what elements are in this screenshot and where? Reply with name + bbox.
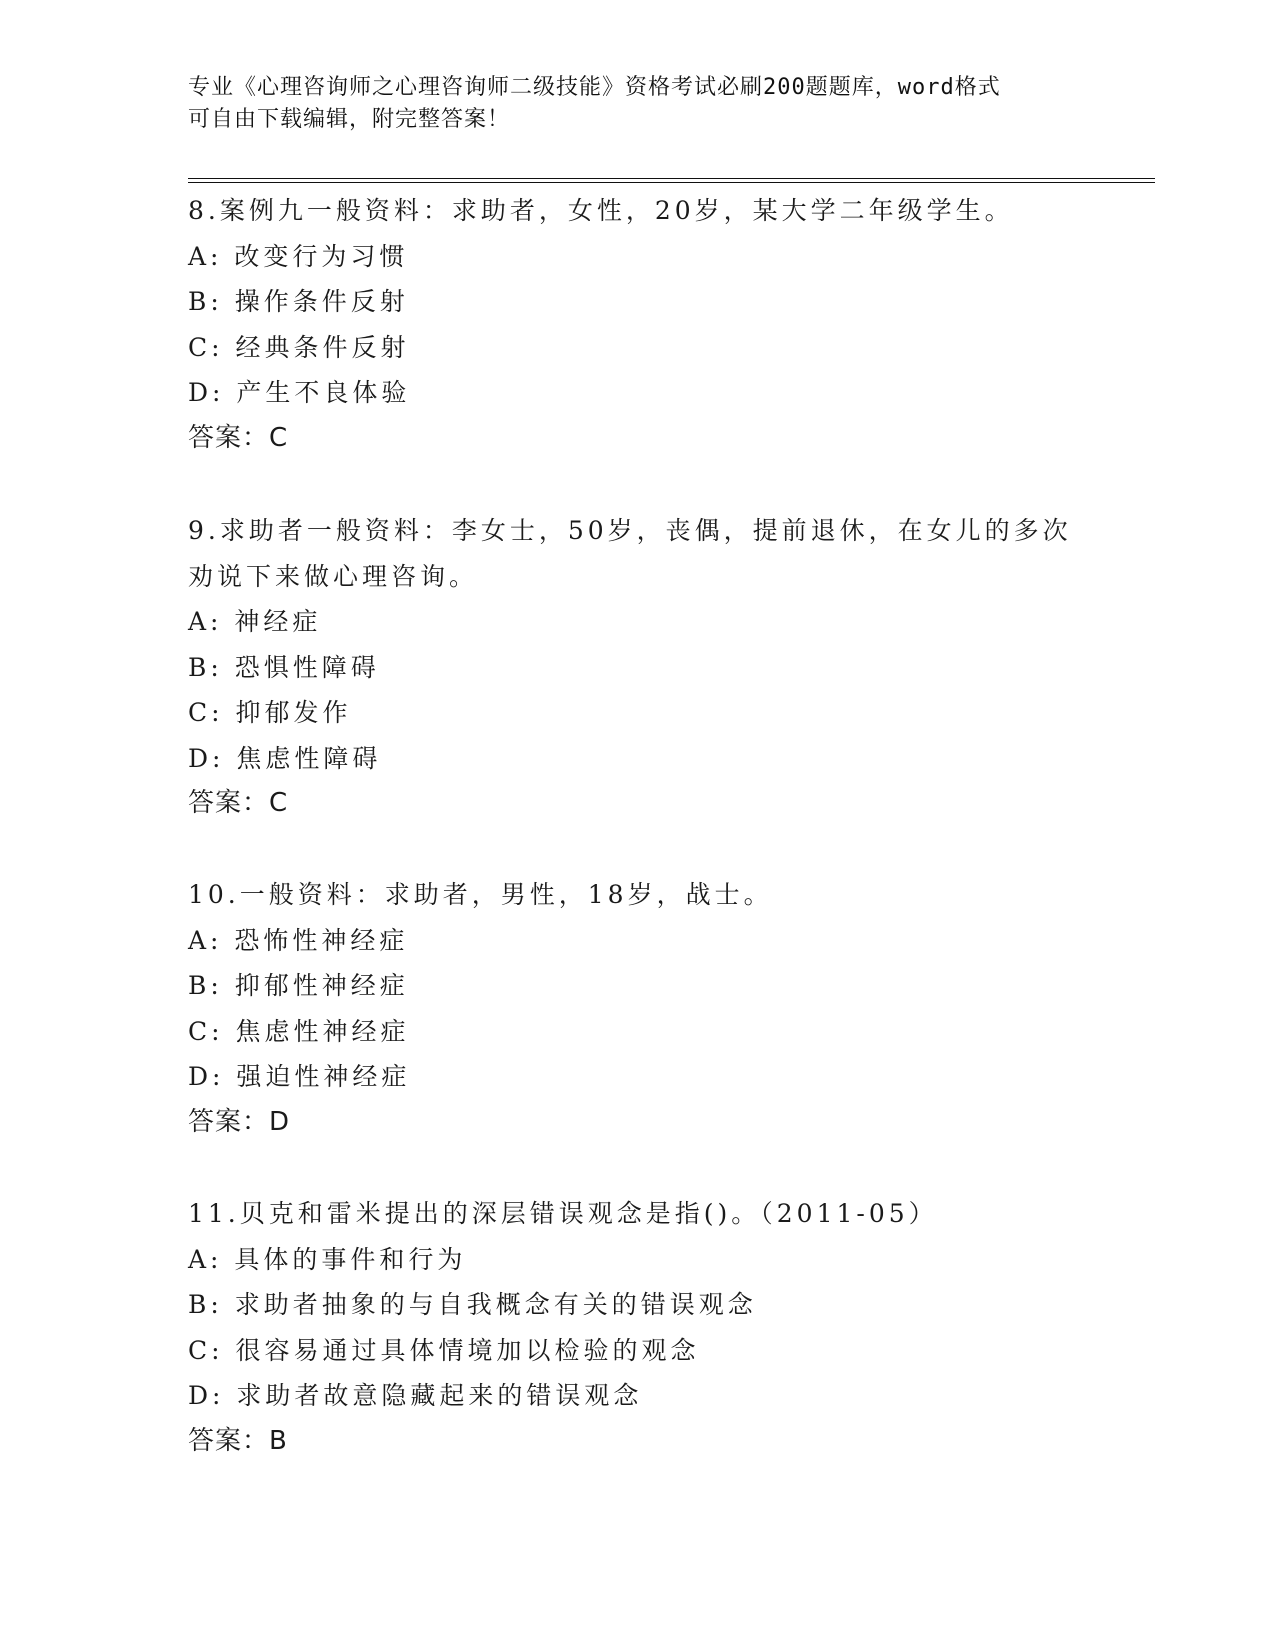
option-a: A: 改变行为习惯 (188, 241, 409, 271)
option-b: B: 抑郁性神经症 (188, 971, 409, 1000)
option-d: D: 强迫性神经症 (188, 1062, 411, 1091)
question-8 (188, 188, 1088, 461)
option-c: C: 焦虑性神经症 (188, 1016, 410, 1046)
option-d: D: 求助者故意隐藏起来的错误观念 (188, 1381, 643, 1410)
answer: 答案：C (188, 422, 289, 453)
question-11 (188, 1191, 1088, 1464)
question-stem: 10.一般资料：求助者，男性，18岁，战士。 (188, 880, 773, 909)
option-c: C: 经典条件反射 (188, 332, 410, 362)
option-b: B: 恐惧性障碍 (188, 652, 380, 682)
question-9 (188, 508, 1088, 827)
question-10 (188, 872, 1088, 1145)
question-stem-continued: 劝说下来做心理咨询。 (188, 561, 479, 591)
question-stem: 11.贝克和雷米提出的深层错误观念是指()。（2011-05） (188, 1199, 938, 1228)
header-divider (188, 178, 1155, 183)
answer: 答案：C (188, 788, 289, 818)
option-d: D: 产生不良体验 (188, 378, 411, 407)
question-stem: 8.案例九一般资料：求助者，女性，20岁，某大学二年级学生。 (188, 196, 1014, 225)
document-header (188, 72, 1088, 136)
option-a: A: 恐怖性神经症 (188, 925, 409, 955)
option-a: A: 神经症 (188, 607, 322, 636)
answer: 答案：B (188, 1425, 288, 1456)
question-stem: 9.求助者一般资料：李女士，50岁，丧偶，提前退休，在女儿的多次 (188, 516, 1072, 545)
option-b: B: 操作条件反射 (188, 287, 409, 316)
header-line-2: 可自由下载编辑，附完整答案！ (188, 107, 511, 132)
option-d: D: 焦虑性障碍 (188, 743, 382, 773)
option-a: A: 具体的事件和行为 (188, 1244, 467, 1274)
option-c: C: 抑郁发作 (188, 698, 352, 727)
option-c: C: 很容易通过具体情境加以检验的观念 (188, 1335, 700, 1365)
header-line-1: 专业《心理咨询师之心理咨询师二级技能》资格考试必刷200题题库，word格式 (188, 75, 1001, 100)
option-b: B: 求助者抽象的与自我概念有关的错误观念 (188, 1290, 757, 1319)
answer: 答案：D (188, 1106, 291, 1137)
